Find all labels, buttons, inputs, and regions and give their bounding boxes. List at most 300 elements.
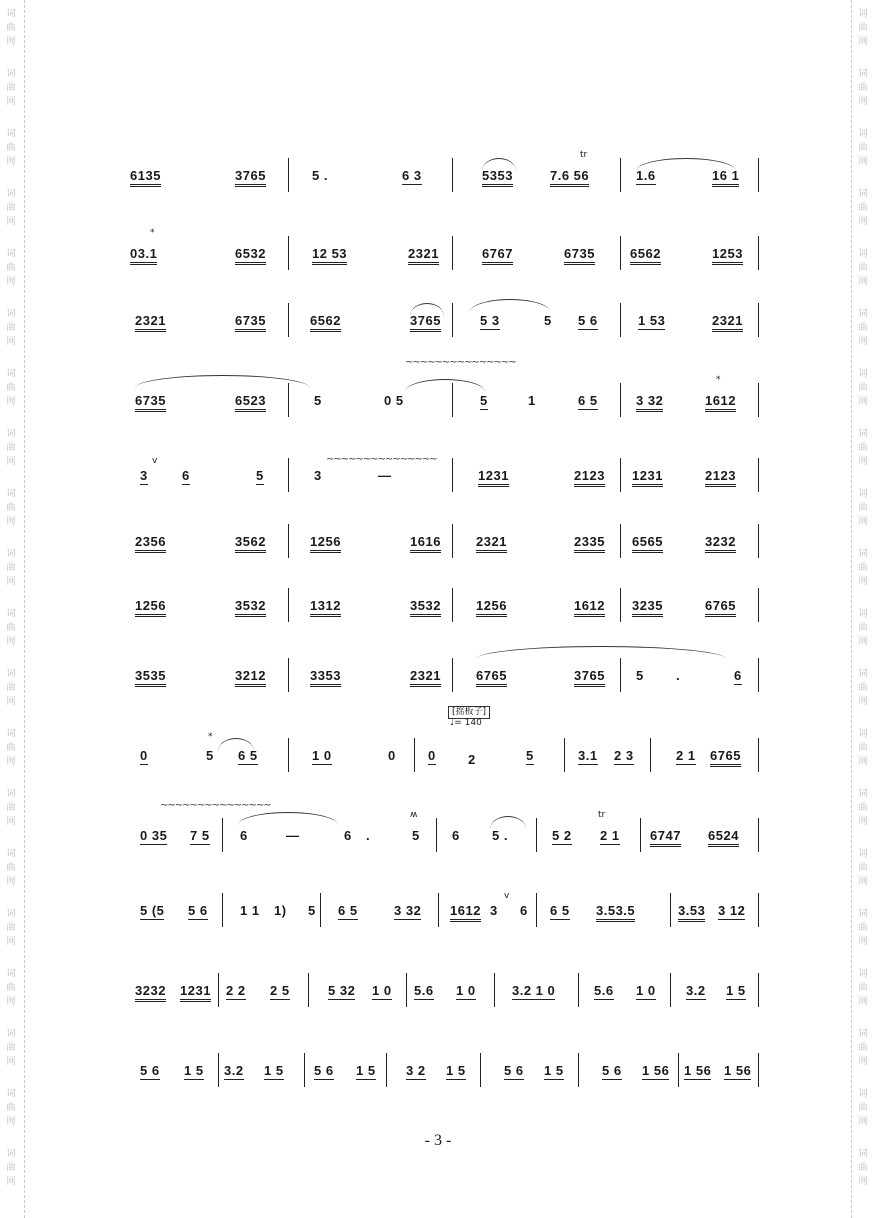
bar-line	[436, 818, 437, 852]
bar-line	[620, 524, 621, 558]
bar-line	[620, 236, 621, 270]
watermark-char: 网	[858, 697, 868, 707]
watermark-char: 词	[858, 789, 868, 799]
watermark-char: 词	[6, 9, 16, 19]
watermark-char: 曲	[6, 503, 16, 513]
bar-line	[288, 524, 289, 558]
watermark-char: 曲	[858, 503, 868, 513]
bar-line	[452, 236, 453, 270]
watermark-char: 网	[858, 577, 868, 587]
slur	[476, 646, 726, 659]
measure: 5353	[482, 168, 513, 187]
measure: 5 6	[578, 313, 598, 328]
watermark-char: 网	[6, 697, 16, 707]
measure: 1612	[450, 903, 481, 922]
score-row	[130, 295, 770, 345]
measure: 1256	[310, 534, 341, 553]
measure: 3232	[135, 983, 166, 1002]
measure: 5 .	[312, 168, 328, 183]
measure: 16 1	[712, 168, 739, 187]
watermark-char: 网	[858, 217, 868, 227]
measure: 6735	[564, 246, 595, 265]
bar-line	[288, 158, 289, 192]
score-row	[130, 885, 770, 935]
measure: 3 32	[394, 903, 422, 918]
watermark-char: 曲	[858, 1043, 868, 1053]
bar-line	[304, 1053, 305, 1087]
bar-line	[288, 458, 289, 492]
bar-line	[620, 458, 621, 492]
measure: 1 0	[636, 983, 656, 998]
measure: 1 56	[642, 1063, 670, 1078]
measure: 1 53	[638, 313, 666, 328]
bar-line	[288, 588, 289, 622]
measure: 5 6	[188, 903, 208, 918]
watermark-char: 网	[6, 1177, 16, 1187]
bar-line	[288, 738, 289, 772]
score-row	[130, 516, 770, 566]
breath-mark: v	[504, 891, 510, 901]
measure: 1 0	[456, 983, 476, 998]
breath-mark: v	[152, 456, 158, 466]
watermark-char: 网	[858, 337, 868, 347]
measure: 6562	[630, 246, 661, 265]
watermark-char: 曲	[6, 803, 16, 813]
watermark-char: 词	[858, 669, 868, 679]
watermark-char: 曲	[858, 563, 868, 573]
trill-wavy-line: ~~~~~~~~~~~~~~~	[160, 800, 271, 811]
measure: 3 2	[406, 1063, 426, 1078]
measure: 2321	[712, 313, 743, 332]
watermark-char: 曲	[858, 83, 868, 93]
watermark-char: 曲	[6, 743, 16, 753]
score-row	[130, 228, 770, 278]
watermark-char: 词	[858, 429, 868, 439]
score-row	[130, 650, 770, 700]
measure: 1 5	[356, 1063, 376, 1078]
watermark-char: 词	[6, 369, 16, 379]
watermark-char: 词	[6, 129, 16, 139]
measure: .	[676, 668, 681, 683]
measure: 2 1	[676, 748, 696, 763]
measure: 6	[734, 668, 742, 683]
watermark-char: 网	[858, 37, 868, 47]
watermark-char: 网	[858, 937, 868, 947]
watermark-char: 词	[6, 1149, 16, 1159]
watermark-char: 网	[6, 277, 16, 287]
measure: 2321	[476, 534, 507, 553]
score-row	[130, 450, 770, 500]
measure: 3532	[235, 598, 266, 617]
measure: 6	[240, 828, 248, 843]
watermark-char: 网	[6, 757, 16, 767]
measure: 1612	[705, 393, 736, 412]
watermark-char: 网	[858, 1057, 868, 1067]
measure: 3 32	[636, 393, 663, 412]
measure: 3765	[410, 313, 441, 332]
right-watermark-margin	[851, 0, 876, 1218]
bar-line	[222, 893, 223, 927]
bar-line	[640, 818, 641, 852]
watermark-char: 词	[6, 669, 16, 679]
measure: .	[366, 828, 371, 843]
measure: 1312	[310, 598, 341, 617]
measure: 3	[490, 903, 498, 918]
measure: —	[378, 468, 392, 483]
watermark-char: 曲	[6, 83, 16, 93]
watermark-char: 词	[6, 429, 16, 439]
ornament-mark: *	[150, 228, 155, 238]
watermark-char: 曲	[6, 143, 16, 153]
watermark-char: 曲	[6, 983, 16, 993]
bar-line	[758, 1053, 759, 1087]
measure: 3235	[632, 598, 663, 617]
watermark-char: 词	[858, 1089, 868, 1099]
measure: 2321	[408, 246, 439, 265]
watermark-char: 网	[6, 517, 16, 527]
bar-line	[758, 303, 759, 337]
watermark-char: 词	[858, 369, 868, 379]
watermark-char: 网	[858, 1117, 868, 1127]
measure: 2321	[410, 668, 441, 687]
bar-line	[758, 588, 759, 622]
measure: 6735	[135, 393, 166, 412]
watermark-char: 曲	[858, 203, 868, 213]
watermark-char: 词	[6, 729, 16, 739]
measure: 1256	[135, 598, 166, 617]
measure: 3.53.5	[596, 903, 635, 922]
watermark-char: 曲	[858, 983, 868, 993]
measure: 1256	[476, 598, 507, 617]
mordent-mark: ʍ	[410, 810, 418, 820]
bar-line	[758, 818, 759, 852]
bar-line	[670, 893, 671, 927]
measure: 2 1	[600, 828, 620, 843]
watermark-char: 网	[858, 457, 868, 467]
bar-line	[494, 973, 495, 1007]
watermark-char: 词	[858, 729, 868, 739]
measure: 5 6	[504, 1063, 524, 1078]
bar-line	[288, 303, 289, 337]
watermark-char: 词	[858, 1149, 868, 1159]
measure: 5 6	[602, 1063, 622, 1078]
watermark-char: 词	[858, 1029, 868, 1039]
slur	[135, 375, 310, 388]
measure: 5	[526, 748, 534, 763]
measure: 6135	[130, 168, 161, 187]
bar-line	[578, 1053, 579, 1087]
score-row	[130, 150, 770, 200]
bar-line	[406, 973, 407, 1007]
measure: 3765	[574, 668, 605, 687]
watermark-char: 网	[6, 997, 16, 1007]
trill-mark: tr	[598, 810, 606, 820]
measure: 2356	[135, 534, 166, 553]
page-number: - 3 -	[424, 1132, 452, 1149]
measure: 1.6	[636, 168, 656, 183]
watermark-char: 词	[858, 489, 868, 499]
measure: 1 56	[684, 1063, 712, 1078]
watermark-char: 曲	[6, 23, 16, 33]
bar-line	[758, 383, 759, 417]
ornament-mark: *	[208, 732, 213, 742]
measure: 2335	[574, 534, 605, 553]
watermark-char: 曲	[6, 623, 16, 633]
bar-line	[564, 738, 565, 772]
bar-line	[452, 458, 453, 492]
bar-line	[758, 658, 759, 692]
bar-line	[678, 1053, 679, 1087]
measure: 2 2	[226, 983, 246, 998]
watermark-char: 词	[858, 609, 868, 619]
measure: 0 5	[384, 393, 404, 408]
measure: 6523	[235, 393, 266, 412]
watermark-char: 网	[858, 757, 868, 767]
measure: 1)	[274, 903, 287, 918]
measure: 6765	[476, 668, 507, 687]
measure: 12 53	[312, 246, 347, 265]
tempo-marking: [摇板子]	[448, 706, 490, 719]
bar-line	[758, 158, 759, 192]
measure: 5 6	[140, 1063, 160, 1078]
watermark-char: 曲	[858, 263, 868, 273]
measure: 6 5	[550, 903, 570, 918]
watermark-char: 曲	[6, 863, 16, 873]
watermark-char: 曲	[858, 623, 868, 633]
watermark-char: 网	[858, 397, 868, 407]
watermark-char: 曲	[6, 383, 16, 393]
measure: 6 5	[578, 393, 598, 408]
watermark-char: 词	[6, 249, 16, 259]
measure: 6765	[705, 598, 736, 617]
bar-line	[452, 303, 453, 337]
watermark-char: 词	[6, 69, 16, 79]
measure: 1 5	[264, 1063, 284, 1078]
measure: 1231	[180, 983, 211, 1002]
watermark-char: 网	[6, 637, 16, 647]
measure: 3212	[235, 668, 266, 687]
measure: 3562	[235, 534, 266, 553]
trill-wavy-line: ~~~~~~~~~~~~~~~	[326, 454, 437, 465]
watermark-char: 词	[6, 849, 16, 859]
measure: 6	[344, 828, 352, 843]
bar-line	[222, 818, 223, 852]
left-watermark-margin	[0, 0, 25, 1218]
measure: 6	[182, 468, 190, 483]
watermark-char: 网	[6, 1117, 16, 1127]
trill-wavy-line: ~~~~~~~~~~~~~~~	[405, 357, 516, 368]
measure: 0 35	[140, 828, 168, 843]
measure: 1 56	[724, 1063, 752, 1078]
measure: 1616	[410, 534, 441, 553]
bar-line	[288, 236, 289, 270]
measure: 3.53	[678, 903, 705, 922]
watermark-char: 曲	[6, 1163, 16, 1173]
watermark-char: 曲	[858, 23, 868, 33]
watermark-char: 曲	[6, 683, 16, 693]
bar-line	[620, 383, 621, 417]
measure: 5 6	[314, 1063, 334, 1078]
measure: 1 5	[726, 983, 746, 998]
measure: 0	[428, 748, 436, 763]
tempo-value: ♩= 140	[450, 718, 482, 728]
measure: 6	[520, 903, 528, 918]
measure: 3.2	[686, 983, 706, 998]
watermark-char: 词	[858, 249, 868, 259]
bar-line	[438, 893, 439, 927]
measure: 2123	[705, 468, 736, 487]
measure: 7.6 56	[550, 168, 589, 187]
measure: 6765	[710, 748, 741, 767]
measure: 3.2	[224, 1063, 244, 1078]
measure: 2 3	[614, 748, 634, 763]
measure: 3.2 1 0	[512, 983, 556, 998]
watermark-char: 曲	[858, 683, 868, 693]
measure: 3 12	[718, 903, 746, 918]
measure: 1	[528, 393, 536, 408]
watermark-char: 网	[6, 577, 16, 587]
watermark-char: 曲	[858, 863, 868, 873]
measure: 0	[388, 748, 396, 763]
measure: 5.6	[594, 983, 614, 998]
watermark-char: 网	[858, 997, 868, 1007]
watermark-char: 网	[858, 817, 868, 827]
measure: 6532	[235, 246, 266, 265]
measure: 1612	[574, 598, 605, 617]
watermark-char: 曲	[858, 383, 868, 393]
measure: 1 0	[372, 983, 392, 998]
watermark-char: 曲	[6, 923, 16, 933]
watermark-char: 网	[6, 1057, 16, 1067]
slur	[238, 812, 338, 825]
watermark-char: 曲	[6, 263, 16, 273]
measure: 1253	[712, 246, 743, 265]
watermark-char: 词	[6, 789, 16, 799]
watermark-char: 曲	[6, 203, 16, 213]
watermark-char: 曲	[858, 1103, 868, 1113]
watermark-char: 词	[6, 549, 16, 559]
watermark-char: 词	[6, 189, 16, 199]
measure: 5	[206, 748, 214, 763]
watermark-char: 网	[6, 157, 16, 167]
watermark-char: 词	[858, 129, 868, 139]
bar-line	[758, 738, 759, 772]
bar-line	[288, 383, 289, 417]
watermark-char: 词	[858, 549, 868, 559]
measure: 5	[256, 468, 264, 483]
score-row	[130, 707, 770, 780]
measure: 1 5	[184, 1063, 204, 1078]
watermark-char: 网	[6, 397, 16, 407]
watermark-char: 网	[858, 637, 868, 647]
bar-line	[452, 658, 453, 692]
measure: 5.6	[414, 983, 434, 998]
measure: 5 .	[492, 828, 508, 843]
measure: 3	[140, 468, 148, 483]
bar-line	[218, 1053, 219, 1087]
measure: 6 5	[238, 748, 258, 763]
trill-mark: tr	[580, 150, 588, 160]
slur	[470, 299, 550, 312]
watermark-char: 词	[858, 69, 868, 79]
measure: 5	[308, 903, 316, 918]
watermark-char: 网	[6, 97, 16, 107]
bar-line	[452, 524, 453, 558]
measure: 2321	[135, 313, 166, 332]
watermark-char: 词	[6, 969, 16, 979]
bar-line	[480, 1053, 481, 1087]
score-row	[130, 580, 770, 630]
watermark-char: 网	[858, 157, 868, 167]
watermark-char: 词	[858, 189, 868, 199]
measure: 6524	[708, 828, 739, 847]
measure: 5	[314, 393, 322, 408]
watermark-char: 曲	[6, 323, 16, 333]
bar-line	[620, 658, 621, 692]
measure: 3535	[135, 668, 166, 687]
watermark-char: 词	[6, 909, 16, 919]
bar-line	[536, 818, 537, 852]
measure: 1 5	[544, 1063, 564, 1078]
measure: 6565	[632, 534, 663, 553]
watermark-char: 网	[858, 877, 868, 887]
bar-line	[620, 588, 621, 622]
measure: 5 32	[328, 983, 356, 998]
measure: 1 1	[240, 903, 260, 918]
measure: 5 (5	[140, 903, 165, 918]
watermark-char: 词	[858, 849, 868, 859]
watermark-char: 词	[858, 969, 868, 979]
bar-line	[288, 658, 289, 692]
watermark-char: 曲	[858, 803, 868, 813]
bar-line	[320, 893, 321, 927]
watermark-char: 曲	[6, 1043, 16, 1053]
bar-line	[670, 973, 671, 1007]
measure: 5	[412, 828, 420, 843]
measure: 5	[636, 668, 644, 683]
watermark-char: 词	[6, 489, 16, 499]
watermark-char: 网	[6, 217, 16, 227]
measure: 2 5	[270, 983, 290, 998]
watermark-char: 网	[6, 937, 16, 947]
measure: 5 2	[552, 828, 572, 843]
watermark-char: 网	[858, 1177, 868, 1187]
measure: 2123	[574, 468, 605, 487]
score-row	[130, 1045, 770, 1095]
watermark-char: 词	[6, 609, 16, 619]
measure: 6 5	[338, 903, 358, 918]
bar-line	[620, 303, 621, 337]
watermark-char: 网	[6, 337, 16, 347]
measure: 1 5	[446, 1063, 466, 1078]
measure: 3765	[235, 168, 266, 187]
watermark-char: 网	[858, 277, 868, 287]
jianpu-score	[130, 150, 770, 1090]
measure: 6	[452, 828, 460, 843]
measure: 1 0	[312, 748, 332, 763]
measure: 3232	[705, 534, 736, 553]
bar-line	[758, 973, 759, 1007]
watermark-char: 曲	[6, 443, 16, 453]
measure: 3	[314, 468, 322, 483]
watermark-char: 网	[6, 37, 16, 47]
watermark-char: 词	[6, 1029, 16, 1039]
score-row	[130, 800, 770, 860]
watermark-char: 网	[858, 517, 868, 527]
bar-line	[620, 158, 621, 192]
score-row	[130, 357, 770, 425]
measure: 6735	[235, 313, 266, 332]
